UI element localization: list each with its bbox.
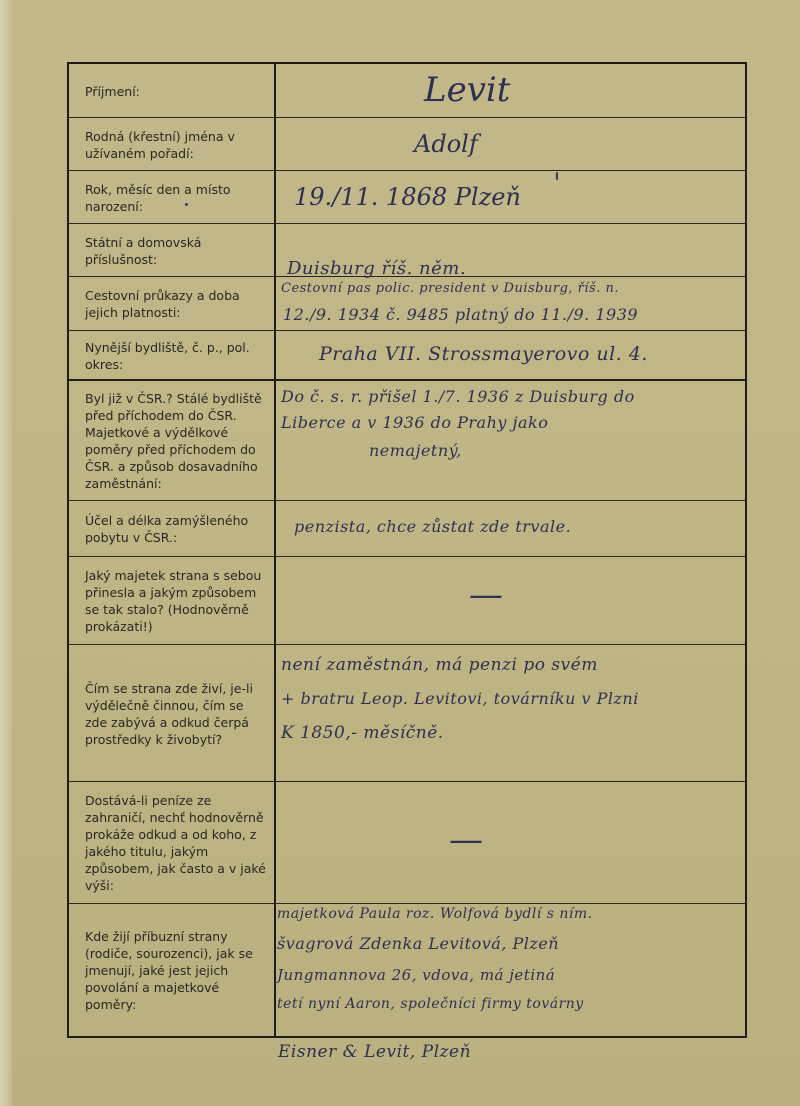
answer-purpose: penzista, chce zůstat zde trvale. <box>294 517 572 536</box>
form-row-passports <box>69 277 745 331</box>
form-row-foreign-money <box>69 782 745 904</box>
ink-mark <box>556 172 558 180</box>
paper-edge <box>0 0 12 1106</box>
label-residence: Nynější bydliště, č. p., pol. okres: <box>85 340 250 372</box>
answer-previous-stay-line-3: nemajetný, <box>369 441 462 460</box>
label-citizenship: Státní a domovská příslušnost: <box>85 234 202 267</box>
label-property: Jaký majetek strana s sebou přinesla a jakým způsobem se tak stalo? (Hodnověrně prokázati!) <box>85 568 262 634</box>
label-foreign-money: Dostává-li peníze ze zahraničí, nechť hodnověrně prokáže odkud a od koho, z jakého titulu, jakým způsobem, jak často a v jaké výši: <box>85 793 266 893</box>
label-surname: Příjmení: <box>85 83 140 99</box>
form-row-purpose <box>69 501 745 557</box>
form-row-surname <box>69 64 745 118</box>
form-row-residence <box>69 331 745 381</box>
form-row-citizenship <box>69 224 745 277</box>
answer-livelihood-line-1: není zaměstnán, má penzi po svém <box>281 655 598 675</box>
answer-given-names: Adolf <box>414 130 478 158</box>
label-passports: Cestovní průkazy a doba jejich platnosti: <box>85 288 240 320</box>
form-row-property <box>69 557 745 645</box>
form-row-given-names <box>69 118 745 171</box>
label-purpose: Účel a délka zamýšleného pobytu v ČSR.: <box>85 513 249 545</box>
answer-passports-line-2: 12./9. 1934 č. 9485 platný do 11./9. 1939 <box>283 305 639 324</box>
answer-previous-stay-line-2: Liberce a v 1936 do Prahy jako <box>281 413 549 432</box>
form-row-birth <box>69 171 745 224</box>
form-row-livelihood <box>69 645 745 782</box>
label-livelihood: Čím se strana zde živí, je-li výdělečně činnou, čím se zde zabývá a odkud čerpá prostředky k živobytí? <box>85 680 253 747</box>
answer-livelihood-line-2: + bratru Leop. Levitovi, továrníku v Plzni <box>281 689 639 708</box>
answer-citizenship: Duisburg říš. něm. <box>287 258 467 279</box>
answer-surname: Levit <box>424 70 511 110</box>
registration-form-table <box>67 62 747 1038</box>
paper-speck <box>185 203 188 206</box>
answer-livelihood-line-3: K 1850,- měsíčně. <box>281 723 444 743</box>
answer-passports-line-1: Cestovní pas polic. president v Duisburg, říš. n. <box>281 281 619 296</box>
form-row-previous-stay <box>69 381 745 501</box>
label-given-names: Rodná (křestní) jména v užívaném pořadí: <box>85 128 235 161</box>
answer-foreign-money: — <box>449 820 483 860</box>
answer-property: — <box>469 575 503 615</box>
answer-residence: Praha VII. Strossmayerovo ul. 4. <box>319 343 648 365</box>
answer-relatives-line-3: Jungmannova 26, vdova, má jetiná <box>277 966 556 984</box>
form-row-relatives <box>69 904 745 1036</box>
label-relatives: Kde žijí příbuzní strany (rodiče, sourozenci), jak se jmenují, jaké jest jejich povolání a majetkové poměry: <box>85 928 253 1012</box>
answer-relatives-line-4: tetí nyní Aaron, společníci firmy továrny <box>277 996 584 1012</box>
label-previous-stay: Byl již v ČSR.? Stálé bydliště před příchodem do ČSR. Majetkové a výdělkové poměry před příchodem do ČSR. a způsob dosavadního zaměstnání: <box>85 391 262 491</box>
answer-relatives-line-2: švagrová Zdenka Levitová, Plzeň <box>277 934 560 953</box>
answer-previous-stay-line-1: Do č. s. r. přišel 1./7. 1936 z Duisburg do <box>281 387 635 406</box>
answer-relatives-line-5: Eisner & Levit, Plzeň <box>278 1042 472 1062</box>
answer-relatives-line-1: majetková Paula roz. Wolfová bydlí s ním. <box>277 906 593 922</box>
label-birth: Rok, měsíc den a místo narození: <box>85 181 231 214</box>
answer-birth: 19./11. 1868 Plzeň <box>294 183 521 211</box>
